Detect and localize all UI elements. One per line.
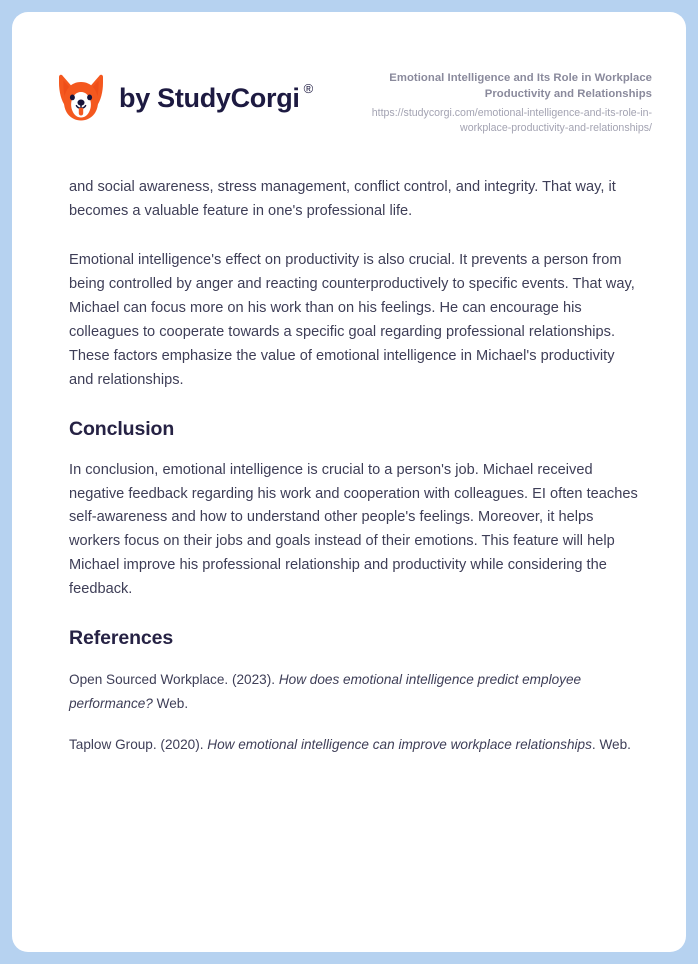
page-title: Emotional Intelligence and Its Role in Workplace Productivity and Relationships — [389, 72, 652, 100]
reference-author-year: Taplow Group. (2020). — [69, 736, 208, 752]
body-paragraph: Emotional intelligence's effect on productivity is also crucial. It prevents a person from being controlled by anger and reacting counterproductively to specific events. That way, Michael can focus more on his work than on his feelings. He can encourage his colleagues to cooperate towards a specific goal regarding professional relationships. These factors emphasize the value of emotional intelligence in Michael's productivity and relationships. — [69, 252, 635, 388]
reference-item — [69, 733, 641, 756]
reference-item — [69, 668, 641, 715]
brand-wordmark-text: by StudyCorgi — [119, 82, 300, 113]
header-meta — [347, 63, 652, 136]
reference-suffix: . Web. — [591, 736, 631, 752]
reference-title: How does emotional intelligence predict employee performance? — [69, 672, 582, 711]
source-url: https://studycorgi.com/emotional-intelligence-and-its-role-in-workplace-productivity-and-relationships/ — [371, 107, 652, 135]
corgi-mascot-icon — [57, 73, 105, 123]
document-body — [12, 136, 686, 756]
section-heading-references: References — [69, 627, 174, 650]
reference-suffix: Web. — [152, 695, 189, 711]
brand-logo-block[interactable] — [57, 63, 313, 123]
reference-author-year: Open Sourced Workplace. (2023). — [69, 672, 279, 688]
conclusion-paragraph: In conclusion, emotional intelligence is crucial to a person's job. Michael received negative feedback regarding his work and cooperation with colleagues. EI often teaches self-awareness and how to understand other people's feelings. Moreover, it helps workers focus on their jobs and goals instead of their emotions. This feature will help Michael improve his professional relationship and productivity while considering the feedback. — [69, 461, 638, 598]
reference-title: How emotional intelligence can improve workplace relationships — [207, 736, 592, 752]
document-header — [12, 12, 686, 136]
brand-wordmark — [119, 80, 313, 113]
section-heading-conclusion: Conclusion — [69, 417, 175, 440]
body-paragraph: and social awareness, stress management, conflict control, and integrity. That way, it becomes a valuable feature in one's professional life. — [69, 179, 616, 220]
document-page-card — [12, 12, 686, 952]
registered-trademark-icon: ® — [303, 80, 313, 96]
